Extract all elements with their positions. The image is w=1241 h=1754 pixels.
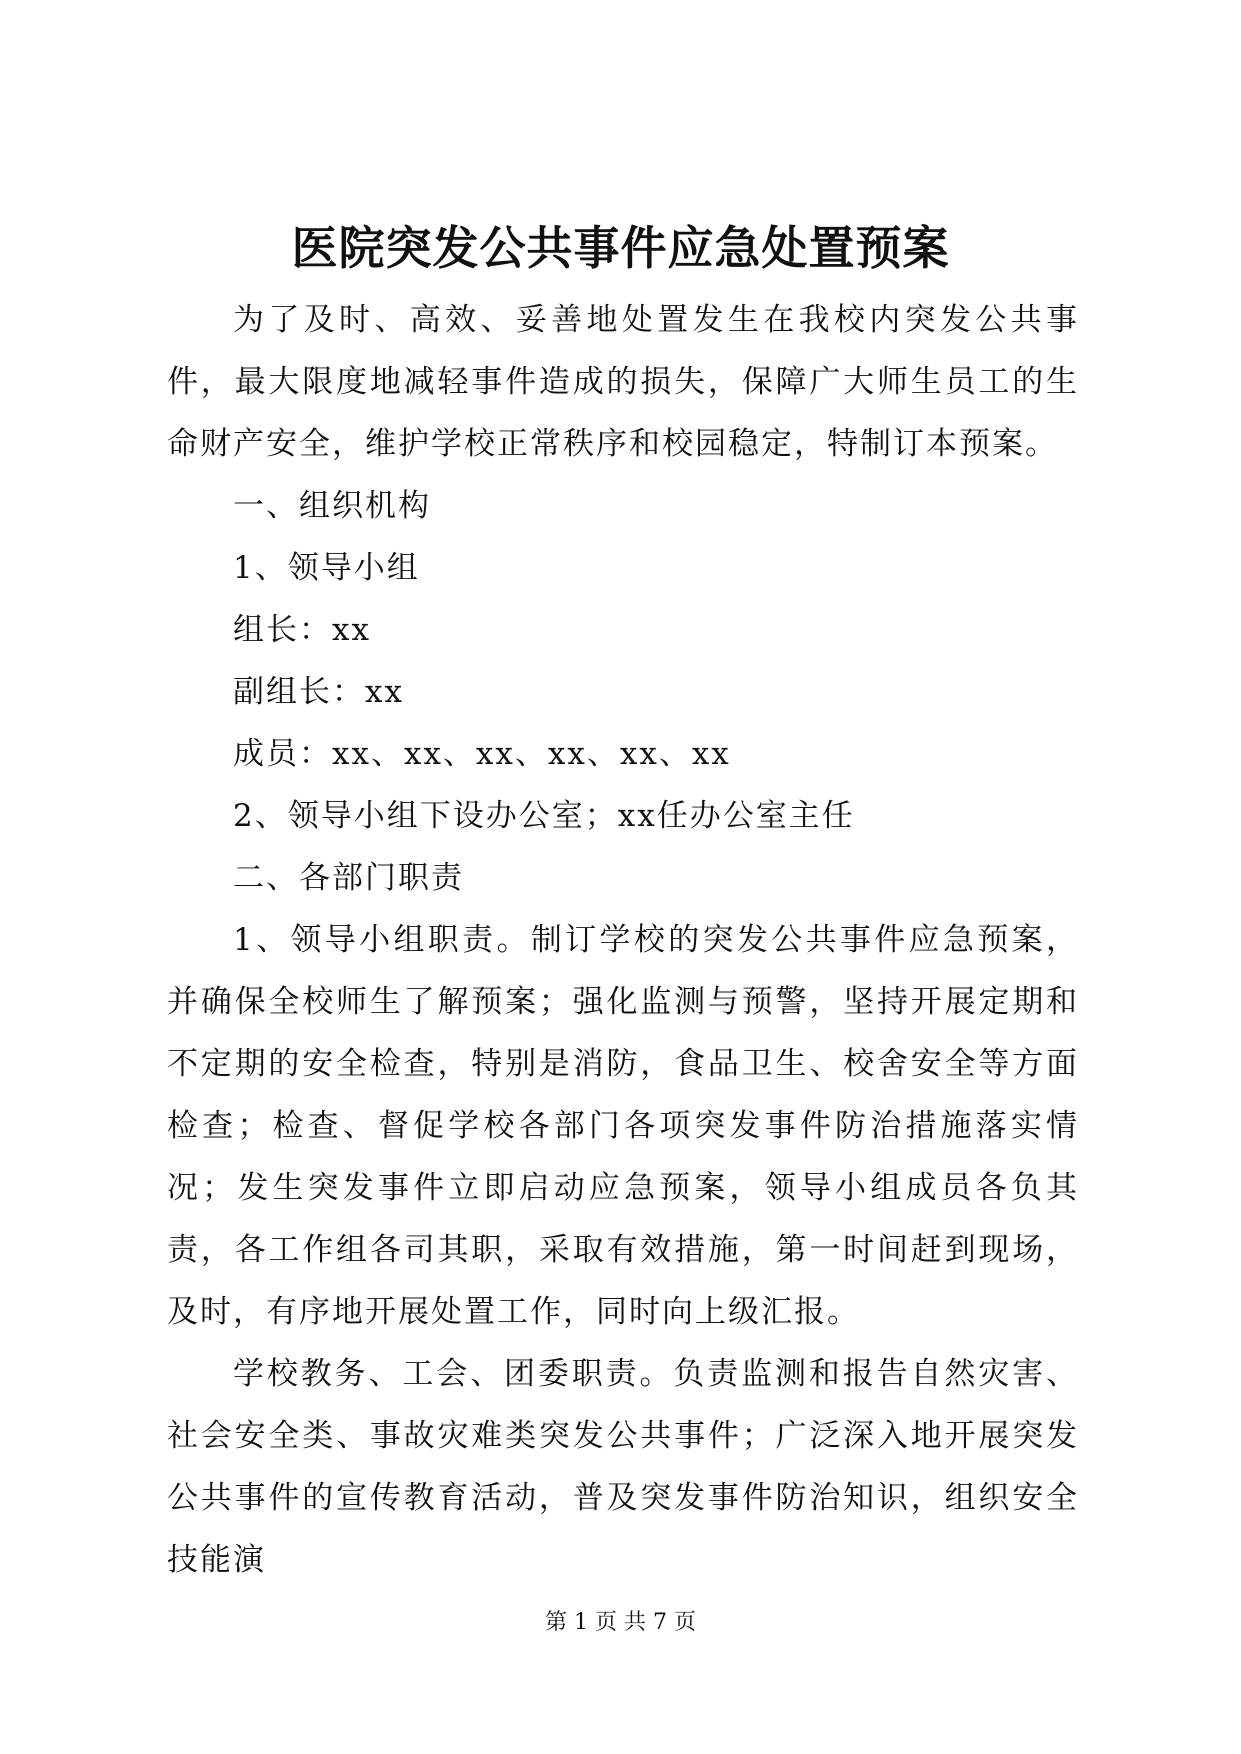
office-line: 2、领导小组下设办公室；xx任办公室主任 [233, 798, 855, 834]
group-leader-line: 组长：xx [233, 612, 371, 648]
paragraph-intro: 为了及时、高效、妥善地处置发生在我校内突发公共事件，最大限度地减轻事件造成的损失，保障广大师生员工的生命财产安全，维护学校正常秩序和校园稳定，特制订本预案。 [167, 302, 1079, 462]
document-body [167, 289, 1079, 1591]
paragraph-teaching-union-duties: 学校教务、工会、团委职责。负责监测和报告自然灾害、社会安全类、事故灾难类突发公共事件；广泛深入地开展突发公共事件的宣传教育活动，普及突发事件防治知识，组织安全技能演 [167, 1356, 1079, 1578]
section-heading-duties: 二、各部门职责 [233, 860, 464, 896]
subheading-leadership-group: 1、领导小组 [233, 550, 420, 586]
paragraph-leadership-duties: 1、领导小组职责。制订学校的突发公共事件应急预案，并确保全校师生了解预案；强化监测与预警，坚持开展定期和不定期的安全检查，特别是消防，食品卫生、校舍安全等方面检查；检查、督促学校各部门各项突发事件防治措施落实情况；发生突发事件立即启动应急预案，领导小组成员各负其责，各工作组各司其职，采取有效措施，第一时间赶到现场，及时，有序地开展处置工作，同时向上级汇报。 [167, 922, 1079, 1330]
section-heading-organization: 一、组织机构 [233, 488, 431, 524]
document-title: 医院突发公共事件应急处置预案 [291, 221, 950, 275]
deputy-leader-line: 副组长：xx [233, 674, 404, 710]
page-number-footer: 第 1 页 共 7 页 [545, 1610, 696, 1635]
members-line: 成员：xx、xx、xx、xx、xx、xx [233, 736, 731, 772]
